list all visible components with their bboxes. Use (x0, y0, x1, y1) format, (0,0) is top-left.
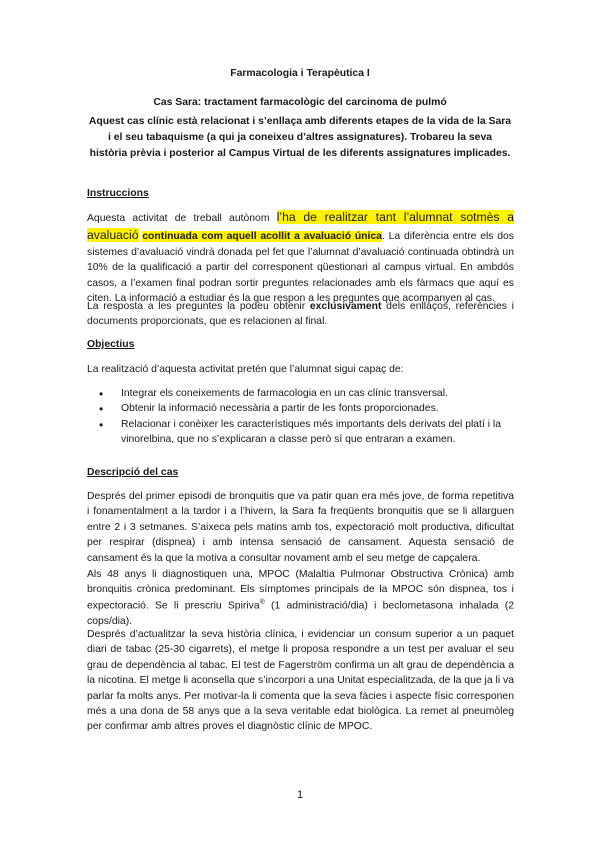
case-intro: Aquest cas clínic està relacionat i s’enllaça amb diferents etapes de la vida de la Sara i el seu tabaquisme (a qui ja coneixeu d’altres assignatures). Trobareu la seva història prèvia i posterior al Campus Virtual de les diferents assignatures implicades. (88, 116, 512, 160)
list-item: • Relacionar i conèixer les característiques més importants dels derivats del platí i la vinorelbina, que no s’explicaran a classe però sí que entraran a examen. (121, 417, 514, 448)
list-item: • Integrar els coneixements de farmacologia en un cas clínic transversal. (121, 386, 514, 401)
instruccions-p2-start: La resposta a les preguntes la podeu obtenir (87, 301, 310, 312)
objectius-intro: La realització d’aquesta activitat pretén que l’alumnat sigui capaç de: (87, 364, 404, 375)
instruccions-p2-rest: dels enllaços, referències i documents proporcionats, que es relacionen al final. (87, 301, 514, 328)
course-title: Farmacologia i Terapèutica I (230, 68, 370, 79)
descripcio-paragraph-1: Després del primer episodi de bronquitis que va patir quan era més jove, de forma repetitiva i fonamentalment a la tardor i a l’hivern, la Sara fa freqüents bronquitis que se li allarguen entre 2 i 3 setmanes. S’aixeca pels matins amb tos, expectoració molt productiva, dificultat per respirar (dispnea) i amb intensa sensació de cansament. Aquesta sensació de cansament és la que la motiva a consultar novament amb el seu metge de capçalera. (87, 491, 514, 564)
instruccions-p1-rest: . La diferència entre els dos sistemes d’avaluació vindrà donada pel fet que l’alumnat d’avaluació continuada obtindrà un 10% de la qualificació a partir del corresponent qüestionari al campus virtual. En ambdós casos, a l’examen final podran sortir preguntes relacionades amb els fàrmacs que aquí es citen. La informació a estudiar és la que respon a les preguntes que acompanyen al cas. (87, 231, 515, 304)
objectius-heading: Objectius (87, 339, 135, 350)
instruccions-p1-start: Aquesta activitat de treball autònom (87, 213, 277, 224)
instruccions-p2-bold: exclusivament (309, 301, 382, 312)
instruccions-p1-highlight-2: continuada com aquell acollit a avaluació única (142, 231, 382, 243)
instruccions-heading: Instruccions (87, 188, 149, 199)
instruccions-p1-highlight: l’ha de realitzar tant l’alumnat sotmès a avaluació (87, 210, 514, 243)
descripcio-p2-start: Als 48 anys li diagnostiquen una, MPOC (Malaltia Pulmonar Obstructiva Crònica) amb bronquitis crònica predominant. Els símptomes principals de la MPOC són dispnea, tos i expectoració. Se li prescriu Spiriva (87, 569, 514, 612)
descripcio-p2-rest: (1 administració/dia) i beclometasona inhalada (2 cops/dia). (87, 600, 514, 627)
page-number: 1 (296, 789, 304, 801)
objectius-list (87, 386, 514, 448)
descripcio-paragraph-2 (87, 567, 514, 629)
case-title: Cas Sara: tractament farmacològic del carcinoma de pulmó (153, 97, 447, 108)
instruccions-paragraph-1 (87, 208, 514, 306)
descripcio-heading: Descripció del cas (87, 467, 179, 478)
registered-mark: ® (259, 598, 265, 606)
descripcio-paragraph-3: Després d’actualitzar la seva història clínica, i evidenciar un consum superior a un paquet diari de tabac (25-30 cigarrets), el metge li proposa respondre a un test per avaluar el seu grau de dependència al tabac. El test de Fagerström confirma un alt grau de dependència a la nicotina. El metge li aconsella que s’incorpori a una Unitat especialitzada, de la que ja li va parlar fa molts anys. Per motivar-la li comenta que la seva fàcies i aspecte físic corresponen més a una dona de 58 anys que a la seva veritable edat biològica. La remet al pneumòleg per confirmar amb altres proves el diagnòstic clínic de MPOC. (87, 629, 514, 733)
list-item: • Obtenir la informació necessària a partir de les fonts proporcionades. (121, 401, 514, 416)
instruccions-paragraph-2 (87, 299, 514, 330)
